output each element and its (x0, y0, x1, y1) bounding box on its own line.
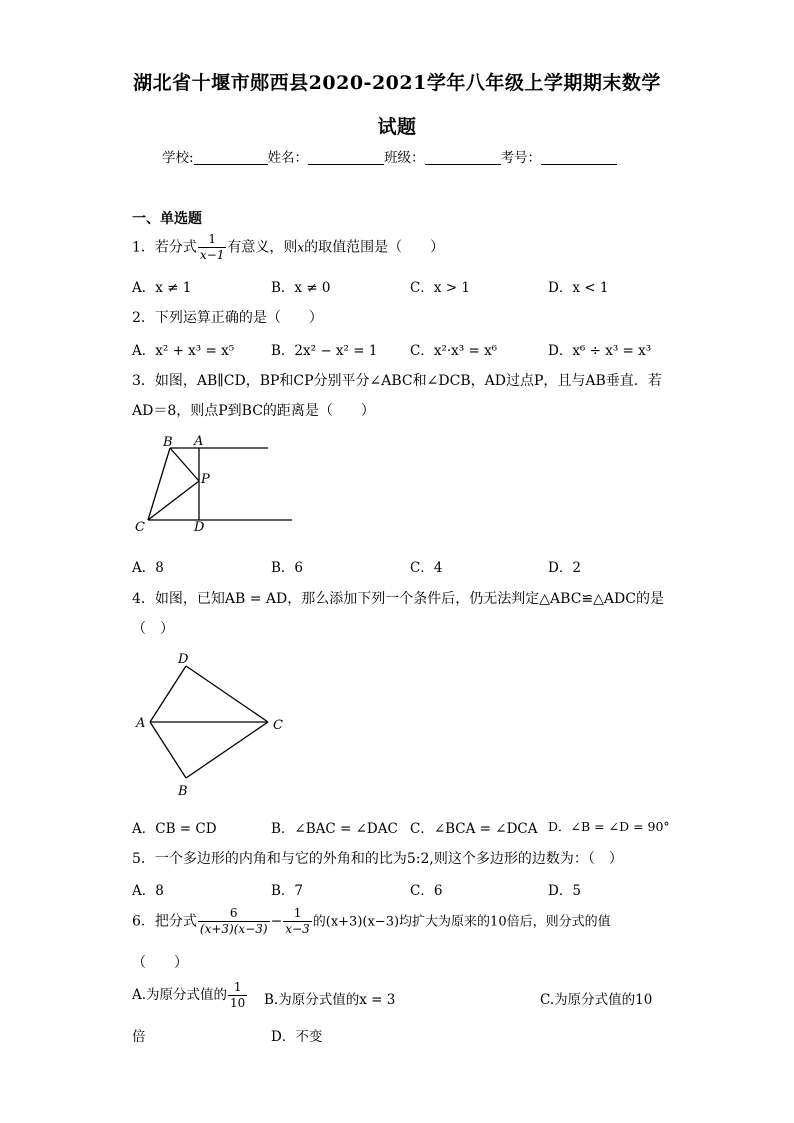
segment-dc (186, 666, 268, 722)
segment-cp (148, 481, 199, 520)
question-3-line2: AD＝8，则点P到BC的距离是（ ） (132, 403, 375, 419)
q6-pre: 6．把分式 (132, 913, 197, 930)
label-p: P (201, 472, 210, 487)
exam-title: 湖北省十堰市郧西县2020-2021学年八年级上学期期末数学 (133, 72, 661, 94)
label-d: D (178, 652, 189, 667)
label-c: C (135, 520, 145, 535)
number-blank[interactable] (541, 150, 617, 165)
q4-option-a[interactable]: A．CB = CD (132, 821, 217, 837)
segment-bp (170, 448, 199, 481)
q1-pre: 1．若分式 (132, 239, 197, 256)
q3-option-c[interactable]: C．4 (410, 560, 443, 576)
q2-option-b[interactable]: B．2x² − x² = 1 (271, 343, 378, 359)
q1-option-b[interactable]: B．x ≠ 0 (271, 280, 331, 296)
q1-option-a[interactable]: A．x ≠ 1 (132, 280, 192, 296)
q6-fraction-2: $\frac{1}{x-3}$ (285, 906, 310, 936)
q6-option-a-text: A.为原分式值的 (132, 987, 228, 1003)
name-label: 姓名： (267, 150, 309, 166)
exam-title-cont: 试题 (377, 116, 417, 138)
label-b: B (163, 435, 173, 450)
q2-option-d[interactable]: D．x⁶ ÷ x³ = x³ (548, 343, 652, 359)
q3-figure (130, 430, 300, 540)
section-title: 一、单选题 (132, 211, 202, 227)
question-2: 2．下列运算正确的是（ ） (132, 310, 323, 326)
school-blank[interactable] (194, 150, 268, 165)
q5-option-d[interactable]: D．5 (548, 883, 581, 899)
q6-option-c[interactable]: C.为原分式值的10 (540, 992, 653, 1008)
q2-option-a[interactable]: A．x² + x³ = x⁵ (132, 343, 235, 359)
segment-bc (148, 448, 170, 520)
segment-ab (150, 722, 186, 778)
q6-option-c-cont: 倍 (132, 1029, 146, 1045)
question-6-line2: （ ） (132, 955, 188, 971)
q6-option-b[interactable]: B.为原分式值的x = 3 (264, 992, 396, 1008)
q4-option-c[interactable]: C．∠BCA = ∠DCA (410, 821, 538, 837)
q1-var: x (297, 240, 305, 255)
label-c: C (273, 718, 283, 733)
q6-option-a[interactable] (132, 980, 248, 1011)
question-4-line1: 4．如图，已知AB = AD，那么添加下列一个条件后，仍无法判定△ABC≌△ADC的是 (132, 591, 664, 607)
q4-option-b[interactable]: B．∠BAC = ∠DAC (271, 821, 398, 837)
school-label: 学校: (162, 150, 194, 166)
label-b: B (178, 784, 188, 799)
q4-option-d[interactable]: D．∠B = ∠D = 90° (548, 819, 670, 834)
class-label: 班级： (384, 150, 425, 166)
q5-option-b[interactable]: B．7 (271, 883, 304, 899)
q6-option-a-fraction: $\frac{1}{10}$ (230, 980, 246, 1010)
q1-option-d[interactable]: D．x < 1 (548, 280, 609, 296)
question-4-line2: （ ） (132, 621, 174, 637)
q4-figure (128, 648, 298, 803)
q1-option-c[interactable]: C．x > 1 (410, 280, 470, 296)
question-3-line1: 3．如图，AB∥CD，BP和CP分别平分∠ABC和∠DCB，AD过点P，且与AB垂直．若 (132, 373, 662, 389)
student-info (162, 146, 617, 166)
segment-ad (150, 666, 186, 722)
q3-option-d[interactable]: D．2 (548, 560, 581, 576)
q6-fraction-1: $\frac{6}{(x+3)(x-3)}$ (199, 906, 268, 936)
q3-option-a[interactable]: A．8 (132, 560, 164, 576)
number-label: 考号： (500, 150, 542, 166)
q5-option-c[interactable]: C．6 (410, 883, 443, 899)
q1-mid: 有意义，则 (227, 239, 298, 256)
q6-post: 的(x+3)(x−3)均扩大为原来的10倍后，则分式的值 (312, 914, 611, 930)
label-a: A (194, 434, 204, 449)
q5-option-a[interactable]: A．8 (132, 883, 164, 899)
q1-fraction: $\frac{1}{x-1}$ (199, 232, 225, 262)
class-blank[interactable] (425, 150, 501, 165)
q3-option-b[interactable]: B．6 (271, 560, 304, 576)
q6-minus: − (270, 913, 283, 930)
label-d: D (194, 520, 205, 535)
q2-option-c[interactable]: C．x²·x³ = x⁶ (410, 343, 498, 359)
question-6 (132, 906, 611, 937)
name-blank[interactable] (308, 150, 384, 165)
q6-option-d[interactable]: D．不变 (271, 1029, 323, 1045)
question-1 (132, 232, 444, 263)
segment-bc (186, 722, 268, 778)
label-a: A (136, 716, 146, 731)
q1-post: 的取值范围是（ ） (304, 239, 445, 256)
question-5: 5．一个多边形的内角和与它的外角和的比为5:2,则这个多边形的边数为：（ ） (132, 851, 623, 867)
